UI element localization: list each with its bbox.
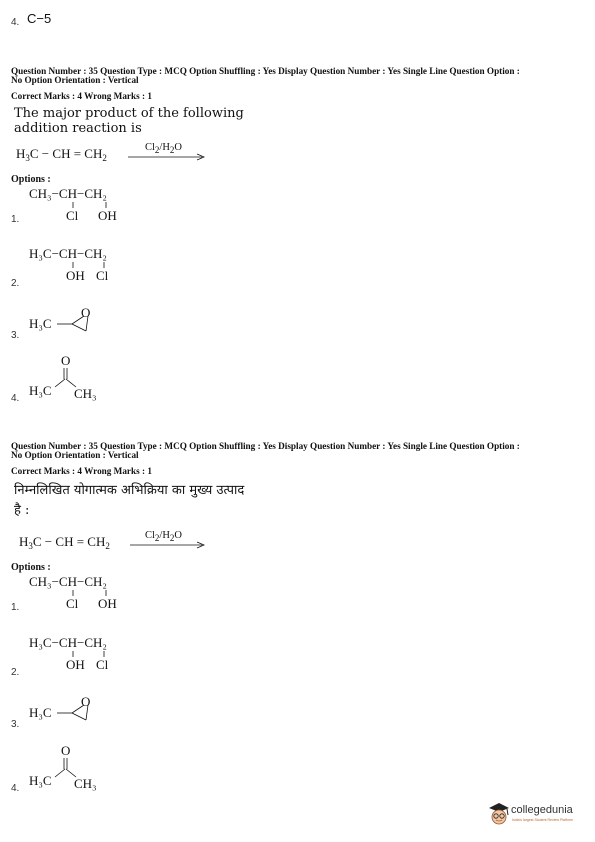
options-label: Options : (11, 562, 51, 573)
ketone-right-group: CH₃ (74, 386, 97, 401)
question-text-line1: The major product of the following (14, 106, 244, 121)
option-2-substituent-b: Cl (96, 657, 109, 672)
prev-option-number: 4. (11, 17, 20, 28)
question-text-line2: है : (14, 503, 30, 518)
option-2-substituent-a: OH (66, 657, 85, 672)
option-3-group: H₃C (29, 705, 52, 720)
epoxide-ring (0, 691, 200, 731)
option-1-number: 1. (11, 602, 20, 613)
option-3-number: 3. (11, 719, 20, 730)
collegedunia-logo (486, 800, 586, 830)
option-4[interactable] (0, 741, 200, 801)
option-2-substituent-b: Cl (96, 268, 109, 283)
question-meta-orientation: No Option Orientation : Vertical (11, 450, 139, 460)
option-4[interactable] (0, 351, 200, 411)
option-3[interactable] (0, 302, 200, 342)
option-1-substituent-a: Cl (66, 208, 79, 223)
epoxide-ring (0, 302, 200, 342)
epoxide-oxygen: O (81, 305, 91, 320)
question-text-line1: निम्नलिखित योगात्मक अभिक्रिया का मुख्य उत्पाद (14, 483, 245, 498)
question-block-english (0, 66, 595, 406)
question-block-hindi (0, 441, 595, 801)
carbonyl-oxygen: O (61, 743, 71, 758)
option-1-substituent-a: Cl (66, 596, 79, 611)
ketone-left-group: H₃C (29, 773, 52, 788)
option-2-number: 2. (11, 667, 20, 678)
option-4-number: 4. (11, 783, 20, 794)
option-4-number: 4. (11, 393, 20, 404)
logo-tagline: India's largest Student Review Platform (512, 818, 573, 822)
option-1-substituent-b: OH (98, 596, 117, 611)
option-2-substituent-a: OH (66, 268, 85, 283)
mascot-icon (486, 800, 512, 828)
logo-name: collegedunia (511, 804, 573, 816)
option-3[interactable] (0, 691, 200, 731)
ketone-left-group: H₃C (29, 383, 52, 398)
option-3-number: 3. (11, 330, 20, 341)
question-text-line2: addition reaction is (14, 121, 142, 136)
option-2[interactable] (0, 244, 200, 289)
reactant-formula: $H_3C$ − CH = $CH_2$ (16, 146, 107, 163)
reaction-condition: $Cl_2/H_2O$ (145, 530, 183, 543)
question-meta-line: Question Number : 35 Question Type : MCQ Option Shuffling : Yes Display Question Number : Yes Single Line Question Option : (11, 441, 520, 451)
ketone-bonds (0, 351, 200, 411)
option-1[interactable] (0, 184, 200, 224)
ketone-right-group: CH₃ (74, 776, 97, 791)
reaction-condition: $Cl_2/H_2O$ (145, 142, 183, 155)
option-1-formula: CH₃−CH−CH₂ (29, 574, 107, 589)
carbonyl-oxygen: O (61, 353, 71, 368)
option-1-substituent-b: OH (98, 208, 117, 223)
option-2[interactable] (0, 633, 200, 678)
option-1-formula: CH₃−CH−CH₂ (29, 186, 107, 201)
reaction-arrow (128, 154, 208, 160)
question-marks: Correct Marks : 4 Wrong Marks : 1 (11, 466, 152, 476)
question-marks: Correct Marks : 4 Wrong Marks : 1 (11, 91, 152, 101)
prev-option-text: C−5 (27, 11, 52, 26)
question-meta-line: Question Number : 35 Question Type : MCQ Option Shuffling : Yes Display Question Number : Yes Single Line Question Option : (11, 66, 520, 76)
reactant-formula: $H_3C$ − CH = $CH_2$ (19, 534, 110, 551)
option-2-number: 2. (11, 278, 20, 289)
option-1[interactable] (0, 572, 200, 612)
option-2-formula: H₃C−CH−CH₂ (29, 635, 107, 650)
option-1-number: 1. (11, 214, 20, 225)
reaction-arrow (130, 542, 210, 548)
question-meta-orientation: No Option Orientation : Vertical (11, 75, 139, 85)
ketone-bonds (0, 741, 200, 801)
option-2-formula: H₃C−CH−CH₂ (29, 246, 107, 261)
epoxide-oxygen: O (81, 694, 91, 709)
options-label: Options : (11, 174, 51, 185)
option-3-group: H₃C (29, 316, 52, 331)
